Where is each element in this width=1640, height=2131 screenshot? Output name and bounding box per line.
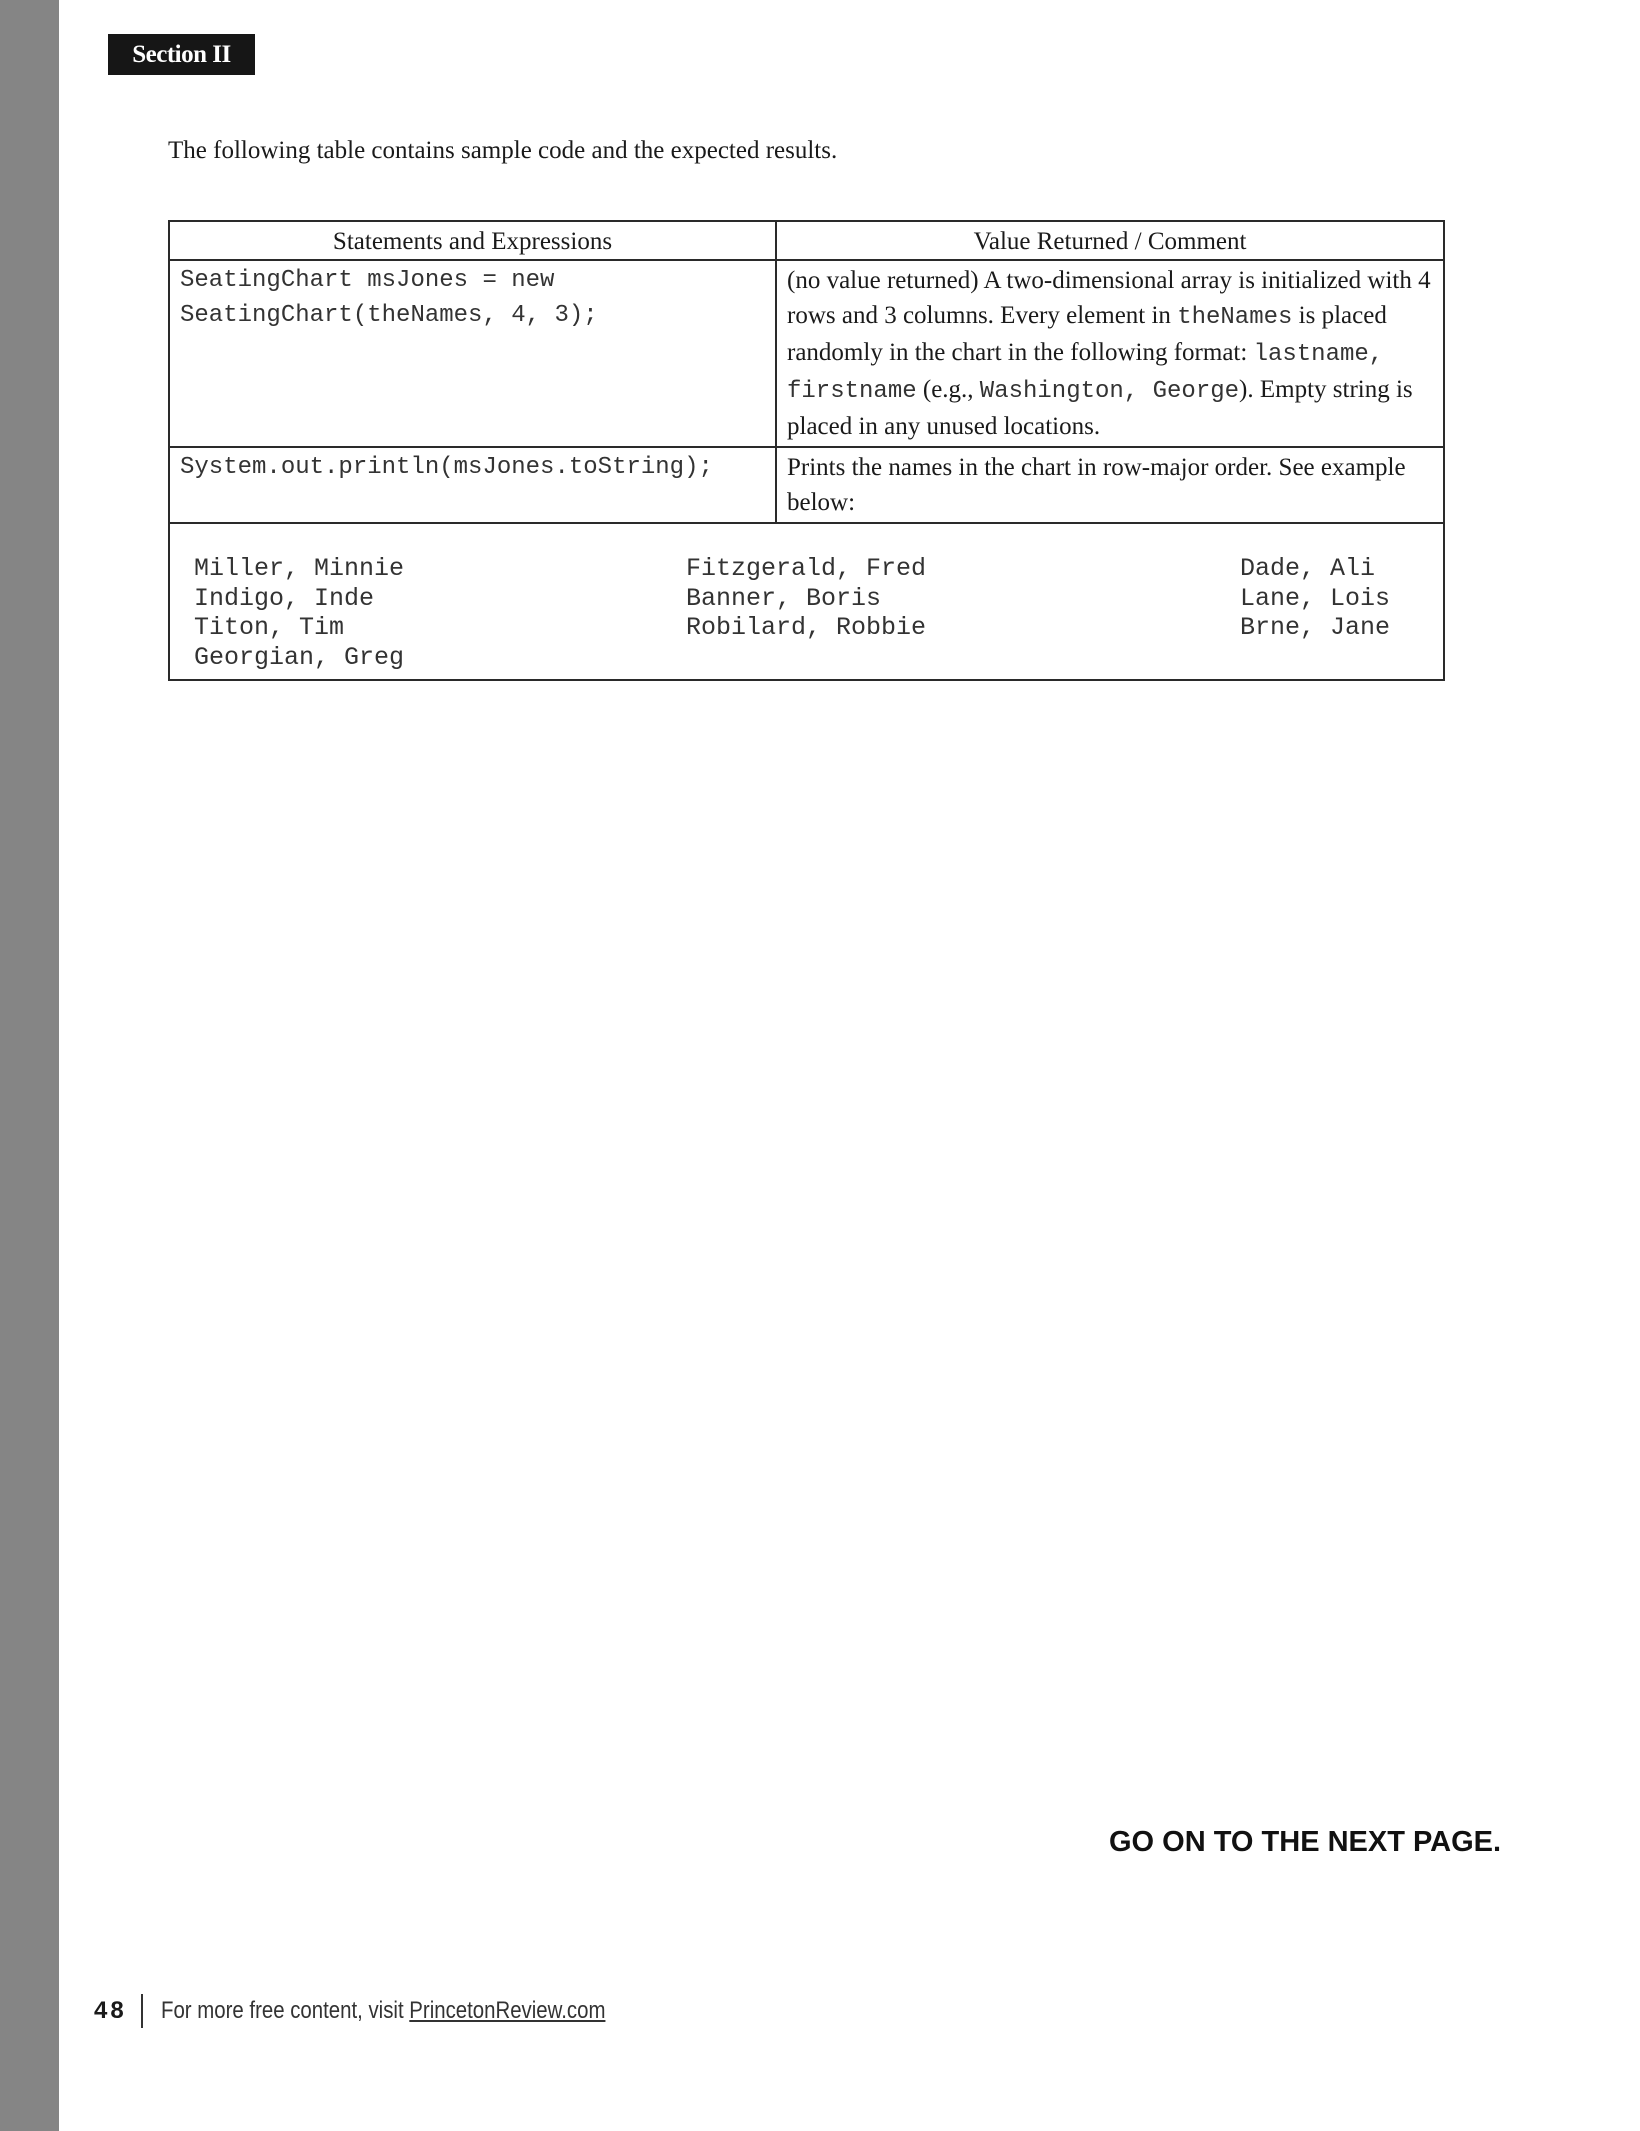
- go-on-notice: GO ON TO THE NEXT PAGE.: [1109, 1826, 1502, 1858]
- comment-code: Washington, George: [979, 378, 1240, 405]
- output-name: Indigo, Inde: [194, 583, 375, 613]
- output-name: Georgian, Greg: [194, 642, 405, 672]
- page-edge-bar: [0, 0, 59, 2131]
- header-statements: Statements and Expressions: [169, 221, 776, 260]
- intro-text: The following table contains sample code and the expected results.: [168, 137, 838, 164]
- code-line: SeatingChart msJones = new: [180, 267, 555, 294]
- table-header-row: [169, 221, 1444, 260]
- output-name: Brne, Jane: [1240, 613, 1391, 642]
- output-name: Lane, Lois: [1240, 583, 1391, 613]
- page-number: 48: [94, 1997, 127, 2024]
- code-line: SeatingChart(theNames, 4, 3);: [180, 302, 598, 329]
- output-name: Banner, Boris: [686, 583, 882, 613]
- output-example-row: [169, 523, 1444, 680]
- header-value-returned: Value Returned / Comment: [776, 221, 1444, 260]
- footer-divider: [141, 1994, 143, 2028]
- comment-text: Prints the names in the chart in row-major order. See example below:: [787, 454, 1406, 516]
- comment-cell: [776, 447, 1444, 523]
- code-line: System.out.println(msJones.toString);: [180, 454, 713, 481]
- comment-code: theNames: [1177, 304, 1293, 331]
- output-name: Robilard, Robbie: [686, 613, 927, 642]
- output-example-cell: [169, 523, 1444, 680]
- comment-text: is placed randomly in the chart in the following format:: [787, 302, 1387, 366]
- code-results-table: [168, 220, 1445, 681]
- output-name: Titon, Tim: [194, 613, 345, 642]
- page-footer: [94, 1993, 684, 2029]
- footer-text: [161, 1997, 605, 2025]
- footer-label: For more free content, visit: [160, 1997, 409, 2024]
- table-row: [169, 447, 1444, 523]
- output-name: Miller, Minnie: [194, 554, 405, 583]
- comment-text: ). Empty string is placed in any unused locations.: [787, 376, 1413, 440]
- output-name: Fitzgerald, Fred: [686, 554, 927, 583]
- code-cell: [169, 447, 776, 523]
- output-column-1: [194, 554, 404, 672]
- output-name: Dade, Ali: [1240, 554, 1376, 583]
- comment-text: (e.g.,: [916, 376, 980, 403]
- comment-code: lastname, firstname: [787, 341, 1384, 405]
- table-row: [169, 260, 1444, 447]
- code-cell: [169, 260, 776, 447]
- output-column-2: [686, 554, 926, 643]
- princeton-review-link[interactable]: PrincetonReview.com: [408, 1997, 606, 2024]
- output-column-3: [1240, 554, 1390, 643]
- comment-cell: [776, 260, 1444, 447]
- section-badge: Section II: [108, 34, 255, 75]
- comment-text: (no value returned) A two-dimensional array is initialized with 4 rows and 3 columns. Every element in: [787, 267, 1431, 329]
